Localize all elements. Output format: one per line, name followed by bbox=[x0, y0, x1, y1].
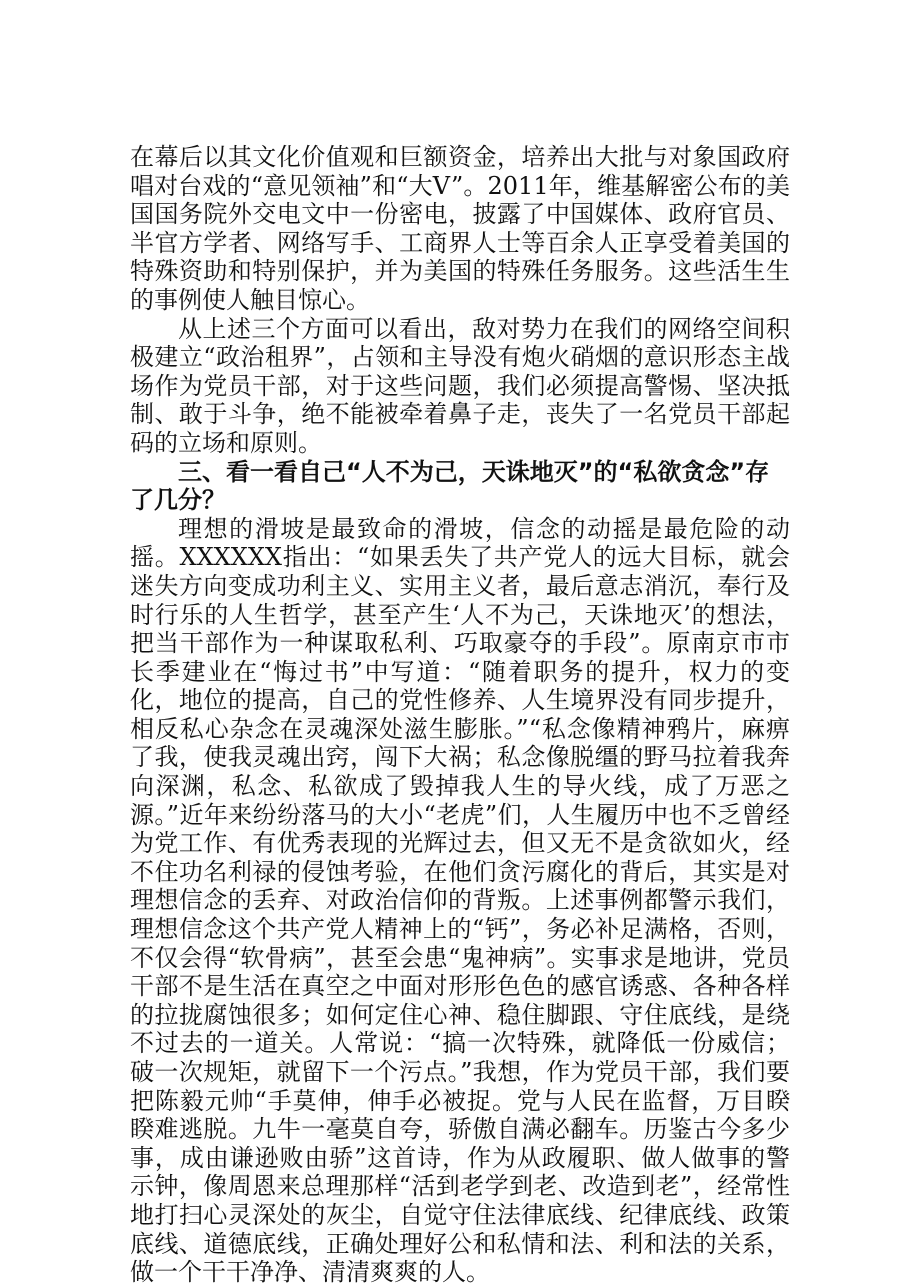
paragraph-summary: 从上述三个方面可以看出，敌对势力在我们的网络空间积极建立“政治租界”，占领和主导没有炮火硝烟的意识形态主战场作为党员干部，对于这些问题，我们必须提高警惕、坚决抵制、敢于斗争，绝不能被牵着鼻子走，丧失了一名党员干部起码的立场和原则。 bbox=[130, 314, 790, 457]
document-body bbox=[130, 143, 790, 1287]
paragraph-ideals: 理想的滑坡是最致命的滑坡，信念的动摇是最危险的动摇。XXXXXX指出：“如果丢失了共产党人的远大目标，就会迷失方向变成功利主义、实用主义者，最后意志消沉，奉行及时行乐的人生哲学，甚至产生‘人不为己，天诛地灭’的想法，把当干部作为一种谋取私利、巧取豪夺的手段”。原南京市市长季建业在“悔过书”中写道：“随着职务的提升，权力的变化，地位的提高，自己的党性修养、人生境界没有同步提升，相反私心杂念在灵魂深处滋生膨胀。”“私念像精神鸦片，麻痹了我，使我灵魂出窍，闯下大祸；私念像脱缰的野马拉着我奔向深渊，私念、私欲成了毁掉我人生的导火线，成了万恶之源。”近年来纷纷落马的大小“老虎”们，人生履历中也不乏曾经为党工作、有优秀表现的光辉过去，但又无不是贪欲如火，经不住功名利禄的侵蚀考验，在他们贪污腐化的背后，其实是对理想信念的丢弃、对政治信仰的背叛。上述事例都警示我们，理想信念这个共产党人精神上的“钙”，务必补足满格，否则，不仅会得“软骨病”，甚至会患“鬼神病”。实事求是地讲，党员干部不是生活在真空之中面对形形色色的感官诱惑、各种各样的拉拢腐蚀很多；如何定住心神、稳住脚跟、守住底线，是绕不过去的一道关。人常说：“搞一次特殊，就降低一份威信；破一次规矩，就留下一个污点。”我想，作为党员干部，我们要把陈毅元帅“手莫伸，伸手必被捉。党与人民在监督，万目睽睽难逃脱。九牛一毫莫自夸，骄傲自满必翻车。历鉴古今多少事，成由谦逊败由骄”这首诗，作为从政履职、做人做事的警示钟，像周恩来总理那样“活到老学到老、改造到老”，经常性地打扫心灵深处的灰尘，自觉守住法律底线、纪律底线、政策底线、道德底线，正确处理好公和私情和法、利和法的关系，做一个干干净净、清清爽爽的人。 bbox=[130, 514, 790, 1287]
paragraph-foreign-influence: 在幕后以其文化价值观和巨额资金，培养出大批与对象国政府唱对台戏的“意见领袖”和“大V”。2011年，维基解密公布的美国国务院外交电文中一份密电，披露了中国媒体、政府官员、半官方学者、网络写手、工商界人士等百余人正享受着美国的特殊资助和特别保护，并为美国的特殊任务服务。这些活生生的事例使人触目惊心。 bbox=[130, 143, 790, 314]
section-heading-3: 三、看一看自己“人不为己，天诛地灭”的“私欲贪念”存了几分？ bbox=[130, 457, 770, 515]
